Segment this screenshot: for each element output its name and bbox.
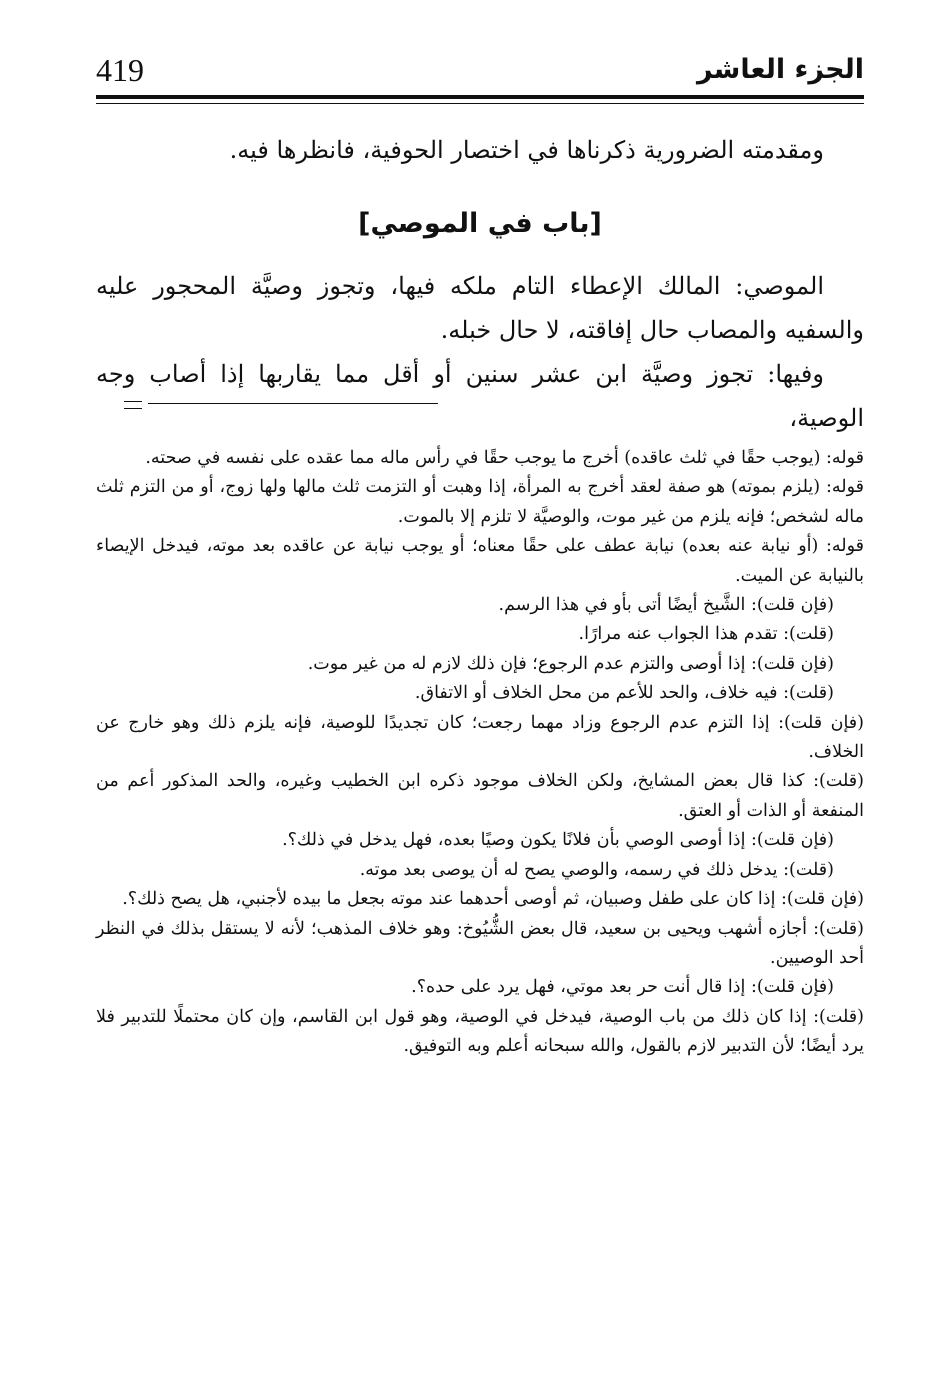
section-title: [باب في الموصي] bbox=[358, 208, 602, 239]
footnote-paragraph: (قلت): أجازه أشهب ويحيى بن سعيد، قال بعض الشُّيُوخ: وهو خلاف المذهب؛ لأنه لا يستقل بذلك في النظر أحد الوصيين. bbox=[96, 918, 864, 968]
main-text bbox=[96, 128, 864, 440]
intro-paragraph: ومقدمته الضرورية ذكرناها في اختصار الحوفية، فانظرها فيه. bbox=[229, 136, 824, 164]
running-title: الجزء العاشر bbox=[697, 54, 864, 85]
footnote-paragraph: (فإن قلت): إذا قال أنت حر بعد موتي، فهل يرد على حده؟. bbox=[411, 977, 834, 998]
paragraph-fiha: وفيها: تجوز وصيَّة ابن عشر سنين أو أقل مما يقاربها إذا أصاب وجه الوصية، bbox=[96, 360, 864, 432]
continuation-mark bbox=[124, 401, 142, 409]
footnote-paragraph: (قلت): كذا قال بعض المشايخ، ولكن الخلاف موجود ذكره ابن الخطيب وغيره، والحد المذكور أعم من المنفعة أو الذات أو العتق. bbox=[96, 771, 864, 821]
footnote-paragraph: قوله: (يوجب حقًا في ثلث عاقده) أخرج ما يوجب حقًا في رأس ماله مما عقده على نفسه في صحته. bbox=[145, 448, 864, 468]
footnotes bbox=[96, 444, 864, 1062]
footnote-paragraph: (فإن قلت): الشَّيخ أيضًا أتى بأو في هذا الرسم. bbox=[498, 595, 834, 616]
footnote-paragraph: (فإن قلت): إذا أوصى الوصي بأن فلانًا يكون وصيًا بعده، فهل يدخل في ذلك؟. bbox=[282, 830, 834, 851]
footnote-paragraph: (فإن قلت): إذا التزم عدم الرجوع وزاد مهما رجعت؛ كان تجديدًا للوصية، فإنه يلزم ذلك وهو خارج عن الخلاف. bbox=[96, 712, 864, 763]
header-rule-thin bbox=[96, 103, 864, 104]
footnote-paragraph: (قلت): فيه خلاف، والحد للأعم من محل الخلاف أو الاتفاق. bbox=[414, 683, 834, 704]
separator-line bbox=[148, 403, 438, 404]
footnote-paragraph: (فإن قلت): إذا أوصى والتزم عدم الرجوع؛ فإن ذلك لازم له من غير موت. bbox=[307, 653, 834, 674]
page-number: 419 bbox=[96, 52, 144, 88]
footnote-separator bbox=[96, 398, 864, 428]
paragraph-musi: الموصي: المالك الإعطاء التام ملكه فيها، وتجوز وصيَّة المحجور عليه والسفيه والمصاب حال إفاقته، لا حال خبله. bbox=[96, 272, 864, 344]
header-rule-thick bbox=[96, 95, 864, 99]
footnote-paragraph: (قلت): يدخل ذلك في رسمه، والوصي يصح له أن يوصى بعد موته. bbox=[359, 859, 834, 880]
footnote-paragraph: قوله: (أو نيابة عنه بعده) نيابة عطف على حقًا معناه؛ أو يوجب نيابة عن عاقده بعد موته، فيدخل الإيصاء بالنيابة عن الميت. bbox=[96, 536, 864, 586]
footnote-paragraph: (قلت): إذا كان ذلك من باب الوصية، فيدخل في الوصية، وهو قول ابن القاسم، وإن كان محتملًا للتدبير فلا يرد أيضًا؛ لأن التدبير لازم بالقول، والله سبحانه أعلم وبه التوفيق. bbox=[96, 1006, 864, 1057]
footnote-paragraph: (فإن قلت): إذا كان على طفل وصبيان، ثم أوصى أحدهما عند موته بجعل ما بيده لأجنبي، هل يصح ذلك؟. bbox=[122, 889, 864, 910]
footnote-paragraph: قوله: (يلزم بموته) هو صفة لعقد أخرج به المرأة، إذا وهبت أو التزمت ثلث مالها ولها زوج، أو من التزم ثلث ماله لشخص؛ فإنه يلزم من غير موت، والوصيَّة لا تلزم إلا بالموت. bbox=[96, 477, 864, 527]
footnote-paragraph: (قلت): تقدم هذا الجواب عنه مرارًا. bbox=[578, 624, 834, 645]
page-header bbox=[96, 44, 864, 98]
